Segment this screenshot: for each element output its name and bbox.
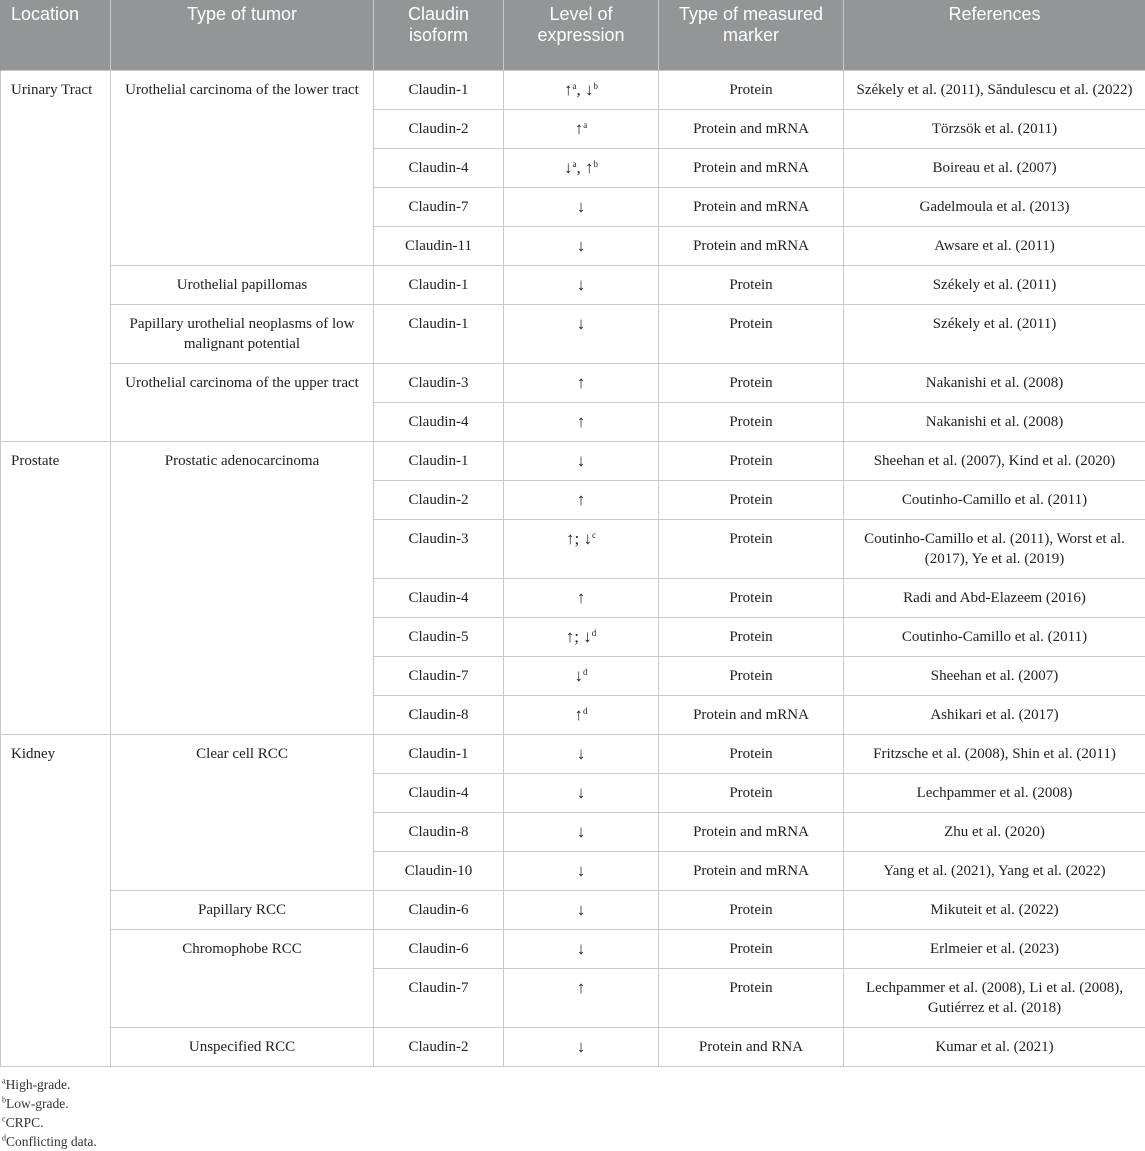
references-cell: Székely et al. (2011) (844, 304, 1145, 363)
references-cell: Zhu et al. (2020) (844, 812, 1145, 851)
footnote-marker: d (583, 706, 588, 716)
expression-arrow: ↓ (577, 236, 586, 255)
table-row (1, 70, 1145, 109)
claudin-isoform-cell: Claudin-11 (374, 226, 504, 265)
expression-arrow: ↓ (577, 275, 586, 294)
claudin-isoform-cell: Claudin-2 (374, 480, 504, 519)
references-cell: Radi and Abd-Elazeem (2016) (844, 578, 1145, 617)
references-cell: Erlmeier et al. (2023) (844, 929, 1145, 968)
tumor-type-cell: Urothelial carcinoma of the lower tract (111, 70, 374, 265)
expression-level-cell (504, 304, 659, 363)
expression-arrow: ↓ (577, 939, 586, 958)
claudin-isoform-cell: Claudin-4 (374, 402, 504, 441)
expression-arrow: ↓ (575, 666, 584, 685)
measured-marker-cell: Protein (659, 402, 844, 441)
header-location: Location (1, 0, 111, 70)
table-row (1, 929, 1145, 968)
claudin-isoform-cell: Claudin-8 (374, 812, 504, 851)
footnote-marker: a (583, 120, 587, 130)
expression-level-cell (504, 929, 659, 968)
header-row (1, 0, 1145, 70)
table-body (1, 70, 1145, 1066)
header-references: References (844, 0, 1145, 70)
table-row (1, 265, 1145, 304)
expression-arrow: ↑ (575, 119, 584, 138)
claudin-isoform-cell: Claudin-3 (374, 519, 504, 578)
references-cell: Coutinho-Camillo et al. (2011), Worst et al. (2017), Ye et al. (2019) (844, 519, 1145, 578)
expression-arrow: ↓ (577, 783, 586, 802)
references-cell: Székely et al. (2011), Săndulescu et al. (2022) (844, 70, 1145, 109)
expression-level-cell (504, 578, 659, 617)
footnote-text: High-grade. (6, 1077, 71, 1092)
measured-marker-cell: Protein (659, 70, 844, 109)
footnote-mark: d (2, 1133, 6, 1142)
expression-arrow: ↑ (577, 373, 586, 392)
claudin-isoform-cell: Claudin-4 (374, 773, 504, 812)
expression-level-cell (504, 480, 659, 519)
claudin-isoform-cell: Claudin-1 (374, 265, 504, 304)
header-level-of-expression: Level of expression (504, 0, 659, 70)
table-row (1, 890, 1145, 929)
footnote (2, 1075, 1145, 1094)
expression-arrow: ↑ (575, 705, 584, 724)
claudin-isoform-cell: Claudin-7 (374, 187, 504, 226)
expression-arrow: , ↓ (577, 80, 594, 99)
references-cell: Coutinho-Camillo et al. (2011) (844, 617, 1145, 656)
expression-level-cell (504, 1027, 659, 1066)
expression-level-cell (504, 695, 659, 734)
measured-marker-cell: Protein (659, 617, 844, 656)
measured-marker-cell: Protein (659, 656, 844, 695)
footnote-marker: b (594, 81, 599, 91)
references-cell: Lechpammer et al. (2008) (844, 773, 1145, 812)
measured-marker-cell: Protein (659, 968, 844, 1027)
table-row (1, 441, 1145, 480)
claudin-isoform-cell: Claudin-3 (374, 363, 504, 402)
expression-level-cell (504, 851, 659, 890)
tumor-type-cell: Papillary urothelial neoplasms of low malignant potential (111, 304, 374, 363)
references-cell: Sheehan et al. (2007) (844, 656, 1145, 695)
references-cell: Gadelmoula et al. (2013) (844, 187, 1145, 226)
expression-level-cell (504, 968, 659, 1027)
measured-marker-cell: Protein (659, 480, 844, 519)
expression-arrow: ↑ (577, 412, 586, 431)
expression-level-cell (504, 441, 659, 480)
references-cell: Mikuteit et al. (2022) (844, 890, 1145, 929)
claudin-isoform-cell: Claudin-7 (374, 656, 504, 695)
measured-marker-cell: Protein and mRNA (659, 226, 844, 265)
expression-arrow: , ↑ (577, 158, 594, 177)
references-cell: Székely et al. (2011) (844, 265, 1145, 304)
expression-arrow: ↓ (577, 197, 586, 216)
claudin-isoform-cell: Claudin-5 (374, 617, 504, 656)
table-footnotes (0, 1067, 1145, 1151)
table-row (1, 1027, 1145, 1066)
footnote-marker: c (592, 530, 596, 540)
measured-marker-cell: Protein and mRNA (659, 187, 844, 226)
expression-arrow: ↓ (577, 1037, 586, 1056)
expression-level-cell (504, 734, 659, 773)
measured-marker-cell: Protein (659, 441, 844, 480)
references-cell: Fritzsche et al. (2008), Shin et al. (2011) (844, 734, 1145, 773)
footnote-mark: b (2, 1095, 6, 1104)
measured-marker-cell: Protein (659, 929, 844, 968)
expression-arrow: ↓ (577, 861, 586, 880)
expression-level-cell (504, 773, 659, 812)
references-cell: Awsare et al. (2011) (844, 226, 1145, 265)
location-cell: Kidney (1, 734, 111, 1066)
references-cell: Boireau et al. (2007) (844, 148, 1145, 187)
measured-marker-cell: Protein (659, 519, 844, 578)
references-cell: Ashikari et al. (2017) (844, 695, 1145, 734)
footnote (2, 1113, 1145, 1132)
measured-marker-cell: Protein (659, 773, 844, 812)
expression-level-cell (504, 265, 659, 304)
claudin-isoform-cell: Claudin-1 (374, 441, 504, 480)
footnote-marker: d (583, 667, 588, 677)
table-row (1, 734, 1145, 773)
expression-level-cell (504, 617, 659, 656)
expression-arrow: ↑ (577, 978, 586, 997)
measured-marker-cell: Protein and mRNA (659, 109, 844, 148)
footnote-marker: d (592, 628, 597, 638)
expression-level-cell (504, 519, 659, 578)
references-cell: Törzsök et al. (2011) (844, 109, 1145, 148)
references-cell: Lechpammer et al. (2008), Li et al. (2008), Gutiérrez et al. (2018) (844, 968, 1145, 1027)
claudin-isoform-cell: Claudin-6 (374, 929, 504, 968)
footnote-marker: a (573, 159, 577, 169)
expression-arrow: ↑; ↓ (566, 627, 592, 646)
claudin-isoform-cell: Claudin-1 (374, 70, 504, 109)
measured-marker-cell: Protein and RNA (659, 1027, 844, 1066)
tumor-type-cell: Papillary RCC (111, 890, 374, 929)
footnote-marker: a (573, 81, 577, 91)
measured-marker-cell: Protein (659, 363, 844, 402)
footnote-text: Conflicting data. (6, 1134, 97, 1149)
measured-marker-cell: Protein (659, 265, 844, 304)
claudin-isoform-cell: Claudin-1 (374, 734, 504, 773)
expression-arrow: ↑ (564, 80, 573, 99)
expression-level-cell (504, 890, 659, 929)
footnote-mark: a (2, 1076, 6, 1085)
claudin-isoform-cell: Claudin-4 (374, 578, 504, 617)
expression-level-cell (504, 812, 659, 851)
references-cell: Kumar et al. (2021) (844, 1027, 1145, 1066)
header-measured-marker: Type of measured marker (659, 0, 844, 70)
footnote (2, 1094, 1145, 1113)
tumor-type-cell: Unspecified RCC (111, 1027, 374, 1066)
claudin-isoform-cell: Claudin-2 (374, 1027, 504, 1066)
expression-level-cell (504, 402, 659, 441)
measured-marker-cell: Protein and mRNA (659, 148, 844, 187)
measured-marker-cell: Protein and mRNA (659, 812, 844, 851)
tumor-type-cell: Clear cell RCC (111, 734, 374, 890)
tumor-type-cell: Urothelial papillomas (111, 265, 374, 304)
expression-level-cell (504, 148, 659, 187)
footnote-text: Low-grade. (6, 1096, 69, 1111)
measured-marker-cell: Protein and mRNA (659, 851, 844, 890)
measured-marker-cell: Protein and mRNA (659, 695, 844, 734)
references-cell: Sheehan et al. (2007), Kind et al. (2020) (844, 441, 1145, 480)
references-cell: Nakanishi et al. (2008) (844, 363, 1145, 402)
claudin-isoform-cell: Claudin-6 (374, 890, 504, 929)
expression-level-cell (504, 70, 659, 109)
expression-arrow: ↓ (577, 451, 586, 470)
expression-arrow: ↑ (577, 490, 586, 509)
footnote (2, 1132, 1145, 1151)
expression-level-cell (504, 656, 659, 695)
location-cell: Urinary Tract (1, 70, 111, 441)
expression-level-cell (504, 109, 659, 148)
footnote-marker: b (594, 159, 599, 169)
expression-arrow: ↓ (564, 158, 573, 177)
header-tumor-type: Type of tumor (111, 0, 374, 70)
expression-arrow: ↓ (577, 822, 586, 841)
references-cell: Nakanishi et al. (2008) (844, 402, 1145, 441)
header-claudin-isoform: Claudin isoform (374, 0, 504, 70)
expression-level-cell (504, 187, 659, 226)
measured-marker-cell: Protein (659, 890, 844, 929)
claudin-isoform-cell: Claudin-1 (374, 304, 504, 363)
claudin-isoform-cell: Claudin-10 (374, 851, 504, 890)
measured-marker-cell: Protein (659, 304, 844, 363)
claudin-isoform-cell: Claudin-7 (374, 968, 504, 1027)
expression-level-cell (504, 363, 659, 402)
table-row (1, 304, 1145, 363)
expression-arrow: ↓ (577, 314, 586, 333)
footnote-text: CRPC. (6, 1115, 44, 1130)
claudin-isoform-cell: Claudin-2 (374, 109, 504, 148)
expression-arrow: ↓ (577, 900, 586, 919)
references-cell: Yang et al. (2021), Yang et al. (2022) (844, 851, 1145, 890)
table-header (1, 0, 1145, 70)
measured-marker-cell: Protein (659, 734, 844, 773)
tumor-type-cell: Urothelial carcinoma of the upper tract (111, 363, 374, 441)
measured-marker-cell: Protein (659, 578, 844, 617)
expression-arrow: ↓ (577, 744, 586, 763)
footnote-mark: c (2, 1114, 6, 1123)
expression-level-cell (504, 226, 659, 265)
references-cell: Coutinho-Camillo et al. (2011) (844, 480, 1145, 519)
tumor-type-cell: Prostatic adenocarcinoma (111, 441, 374, 734)
expression-arrow: ↑; ↓ (566, 529, 592, 548)
expression-arrow: ↑ (577, 588, 586, 607)
tumor-type-cell: Chromophobe RCC (111, 929, 374, 1027)
claudin-isoform-cell: Claudin-8 (374, 695, 504, 734)
claudin-isoform-cell: Claudin-4 (374, 148, 504, 187)
table-row (1, 363, 1145, 402)
location-cell: Prostate (1, 441, 111, 734)
